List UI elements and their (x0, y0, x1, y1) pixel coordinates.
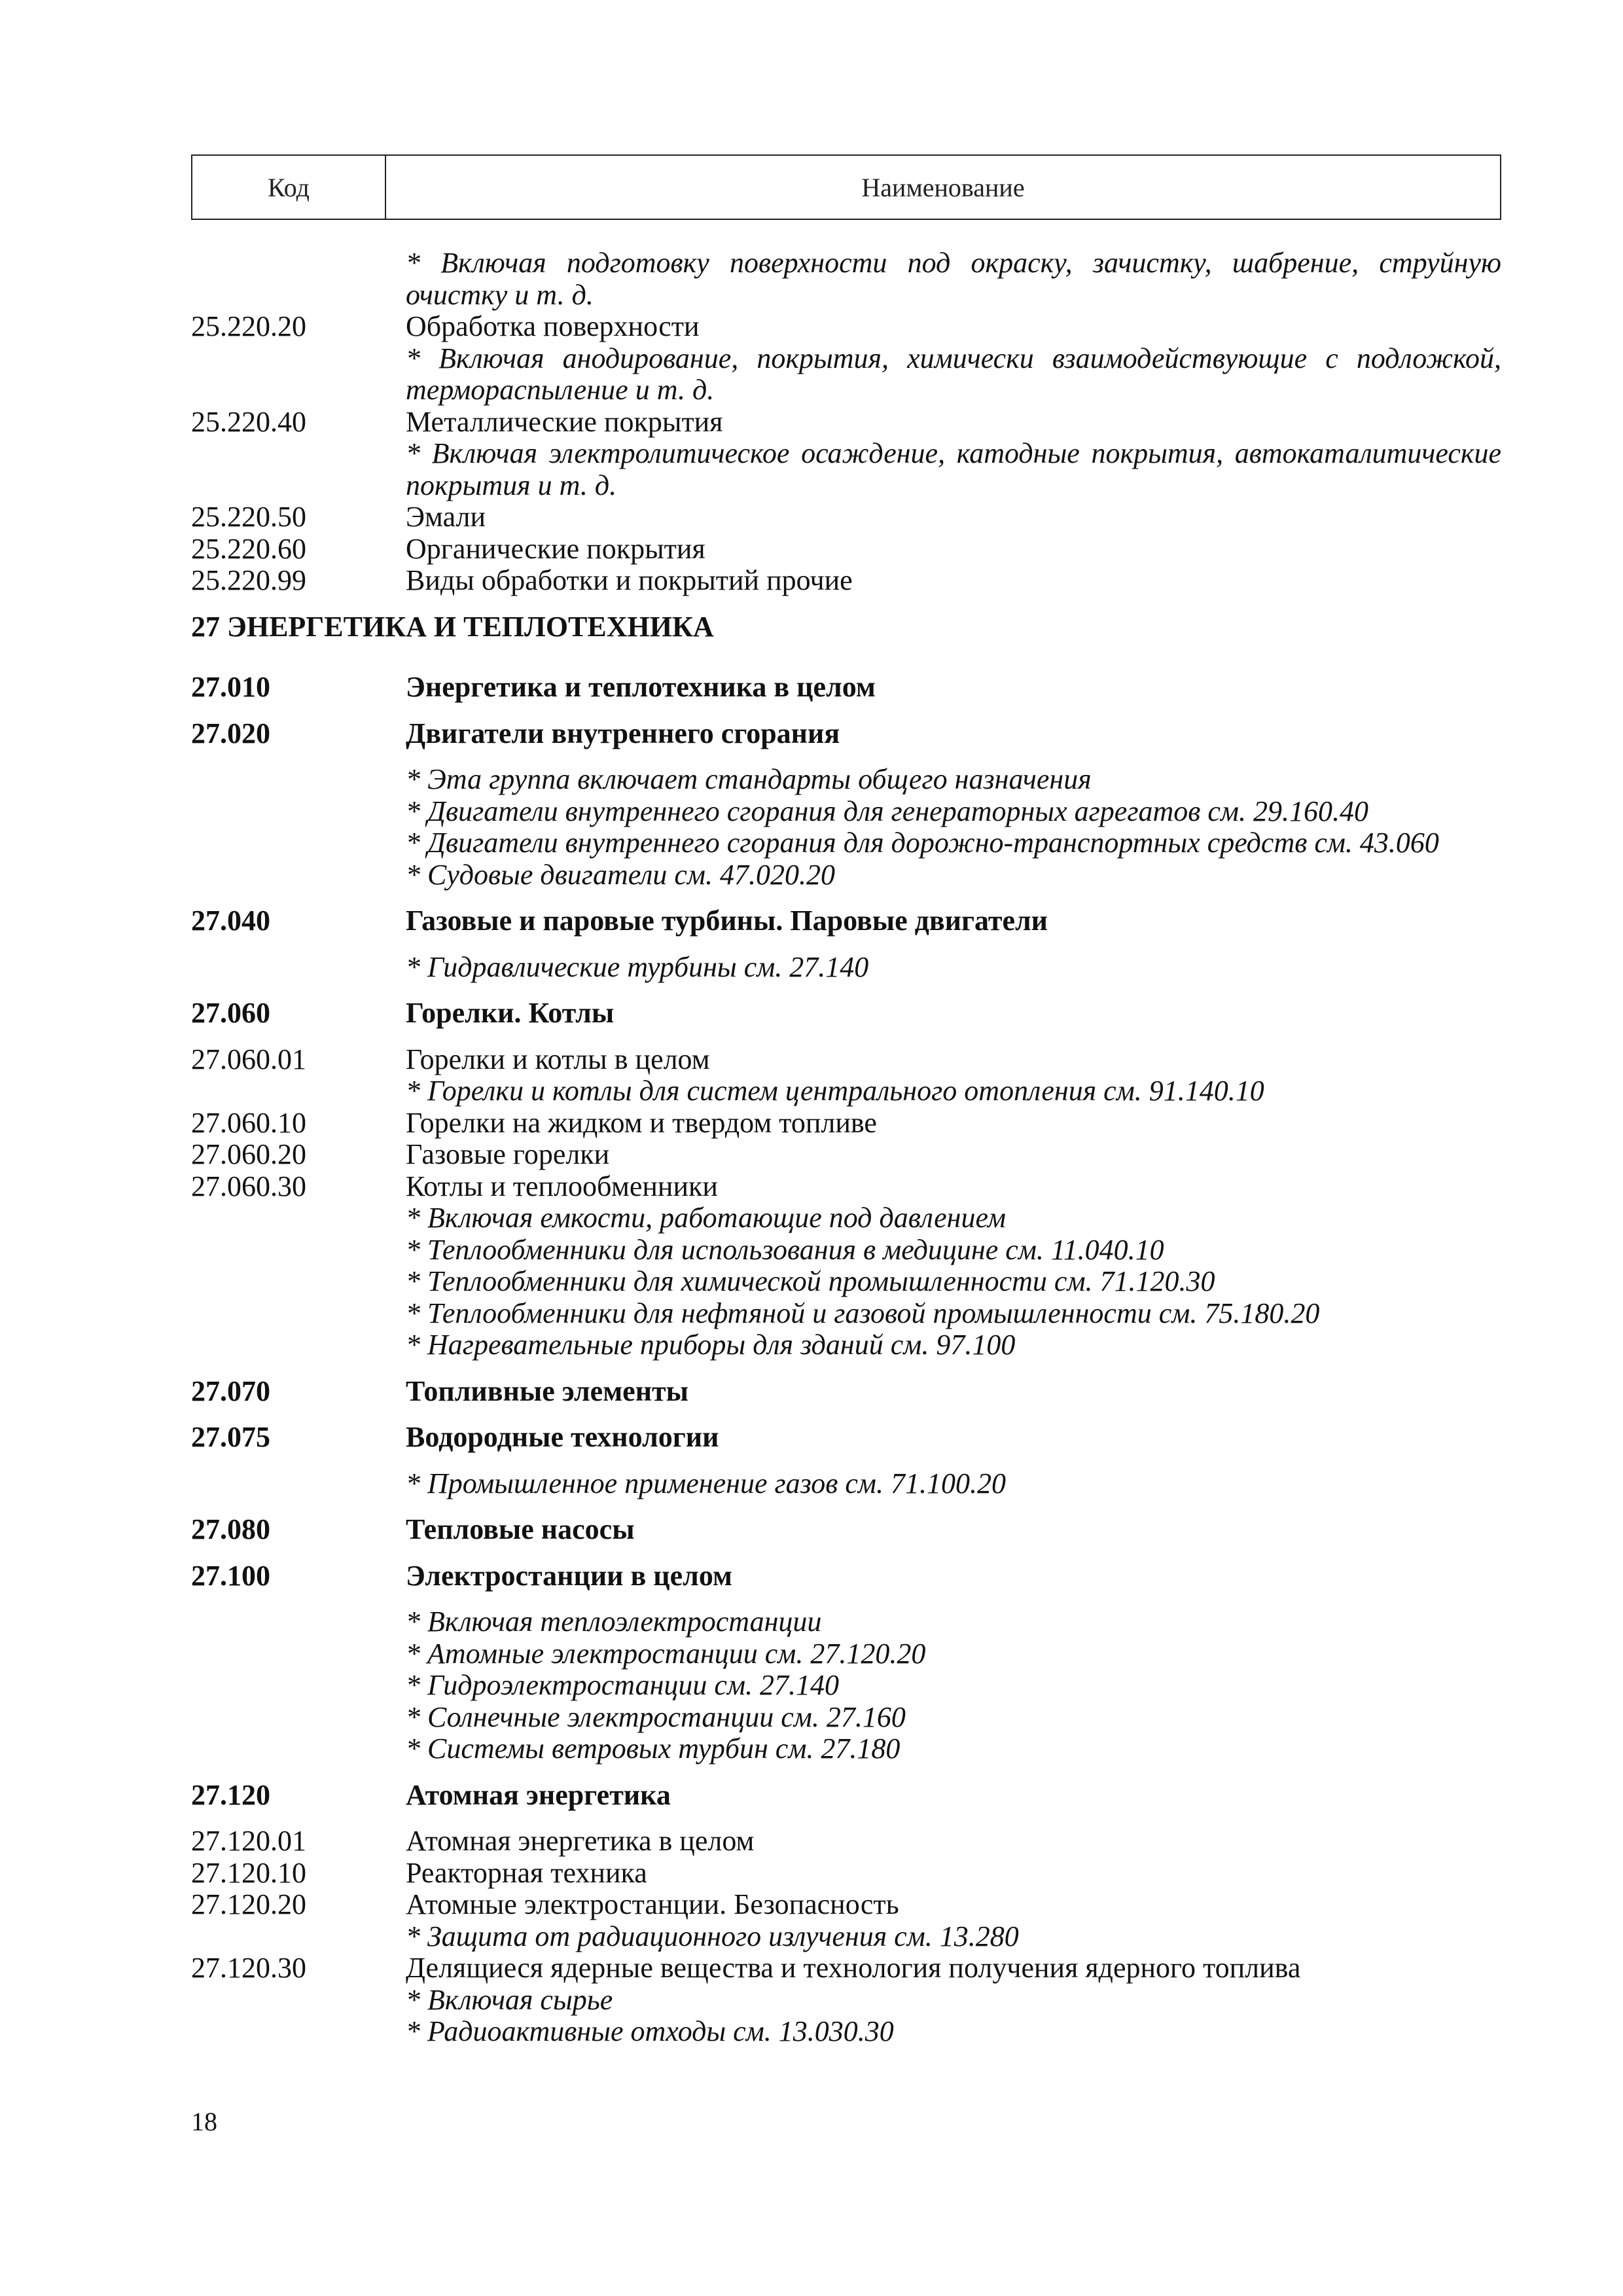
note: * Гидроэлектростанции см. 27.140 (406, 1669, 840, 1701)
group-heading (191, 718, 1501, 750)
name-column-header: Наименование (861, 172, 1025, 202)
group-name: Водородные технологии (406, 1421, 719, 1453)
subgroup-name: Котлы и теплообменники (406, 1170, 718, 1202)
subgroup-row (191, 1952, 1501, 1984)
note: * Радиоактивные отходы см. 13.030.30 (406, 2015, 894, 2047)
note: * Теплообменники для химической промышленности см. 71.120.30 (406, 1265, 1215, 1297)
note: * Включая электролитическое осаждение, катодные покрытия, автокаталитические покрытия и т. д. (406, 437, 1501, 501)
note: * Теплообменники для использования в медицине см. 11.040.10 (406, 1233, 1164, 1266)
note: * Эта группа включает стандарты общего назначения (406, 763, 1092, 795)
subgroup-name: Атомная энергетика в целом (406, 1825, 755, 1857)
subgroup-row (191, 565, 1501, 597)
subgroup-name: Эмали (406, 501, 486, 533)
group-name: Энергетика и теплотехника в целом (406, 671, 876, 703)
subgroup-name: Органические покрытия (406, 532, 705, 565)
note: * Включая теплоэлектростанции (406, 1605, 822, 1638)
group-heading (191, 997, 1501, 1030)
subgroup-row (191, 1857, 1501, 1890)
group-name: Электростанции в целом (406, 1559, 732, 1592)
note: * Двигатели внутреннего сгорания для дорожно-транспортных средств см. 43.060 (406, 827, 1439, 859)
note: * Включая емкости, работающие под давлением (406, 1202, 1006, 1234)
subgroup-row (191, 1044, 1501, 1076)
group-heading (191, 1780, 1501, 1812)
group-code: 27.010 (191, 671, 270, 703)
group-name: Атомная энергетика (406, 1778, 671, 1811)
subgroup-row (191, 406, 1501, 439)
group-heading (191, 905, 1501, 937)
group-code: 27.120 (191, 1778, 270, 1811)
subgroup-name: Делящиеся ядерные вещества и технология получения ядерного топлива (406, 1952, 1301, 1984)
subgroup-code: 27.060.01 (191, 1043, 306, 1075)
subgroup-name: Горелки и котлы в целом (406, 1043, 710, 1075)
note: * Горелки и котлы для систем центрального отопления см. 91.140.10 (406, 1075, 1264, 1107)
section-title: 27 ЭНЕРГЕТИКА И ТЕПЛОТЕХНИКА (191, 610, 714, 643)
note: * Включая подготовку поверхности под окраску, зачистку, шабрение, струйную очистку и т. д. (406, 247, 1501, 311)
note: * Теплообменники для нефтяной и газовой промышленности см. 75.180.20 (406, 1297, 1320, 1329)
group-code: 27.020 (191, 717, 270, 749)
group-name: Топливные элементы (406, 1374, 689, 1407)
subgroup-name: Реакторная техника (406, 1856, 647, 1889)
subgroup-code: 27.120.10 (191, 1856, 306, 1889)
subgroup-code: 27.060.10 (191, 1106, 306, 1139)
group-heading (191, 1376, 1501, 1408)
group-code: 27.040 (191, 905, 270, 937)
group-heading (191, 1422, 1501, 1454)
note: * Системы ветровых турбин см. 27.180 (406, 1732, 901, 1765)
subgroup-row (191, 501, 1501, 533)
group-code: 27.060 (191, 997, 270, 1029)
note: * Включая анодирование, покрытия, химически взаимодействующие с подложкой, термораспыление и т. д. (406, 342, 1501, 406)
subgroup-row (191, 311, 1501, 343)
note: * Гидравлические турбины см. 27.140 (406, 950, 869, 983)
classification-content (191, 247, 1501, 2048)
subgroup-name: Металлические покрытия (406, 405, 723, 438)
subgroup-code: 25.220.40 (191, 405, 306, 438)
subgroup-row (191, 1825, 1501, 1857)
subgroup-row (191, 1171, 1501, 1203)
group-heading (191, 1560, 1501, 1592)
note: * Промышленное применение газов см. 71.100.20 (406, 1467, 1006, 1499)
subgroup-row (191, 1107, 1501, 1139)
subgroup-name: Горелки на жидком и твердом топливе (406, 1106, 877, 1139)
subgroup-row (191, 1139, 1501, 1171)
subgroup-name: Обработка поверхности (406, 310, 700, 342)
subgroup-code: 25.220.99 (191, 564, 306, 596)
subgroup-row (191, 1889, 1501, 1921)
table-header (191, 154, 1501, 220)
group-name: Газовые и паровые турбины. Паровые двигатели (406, 905, 1048, 937)
subgroup-code: 25.220.20 (191, 310, 306, 342)
group-code: 27.100 (191, 1559, 270, 1592)
subgroup-code: 27.120.20 (191, 1888, 306, 1920)
subgroup-code: 25.220.50 (191, 501, 306, 533)
note: * Нагревательные приборы для зданий см. 97.100 (406, 1329, 1016, 1361)
page-number: 18 (191, 2107, 217, 2136)
subgroup-code: 25.220.60 (191, 532, 306, 565)
note: * Судовые двигатели см. 47.020.20 (406, 858, 835, 891)
group-name: Горелки. Котлы (406, 997, 615, 1029)
subgroup-code: 27.060.30 (191, 1170, 306, 1202)
group-code: 27.070 (191, 1374, 270, 1407)
subgroup-name: Виды обработки и покрытий прочие (406, 564, 853, 596)
subgroup-name: Атомные электростанции. Безопасность (406, 1888, 899, 1920)
note: * Двигатели внутреннего сгорания для генераторных агрегатов см. 29.160.40 (406, 795, 1368, 827)
subgroup-name: Газовые горелки (406, 1138, 610, 1170)
note: * Солнечные электростанции см. 27.160 (406, 1700, 906, 1733)
group-heading (191, 672, 1501, 704)
group-name: Тепловые насосы (406, 1513, 635, 1545)
group-heading (191, 1514, 1501, 1546)
group-name: Двигатели внутреннего сгорания (406, 717, 840, 749)
note: * Включая сырье (406, 1983, 613, 2016)
subgroup-row (191, 533, 1501, 565)
group-code: 27.075 (191, 1421, 270, 1453)
subgroup-code: 27.060.20 (191, 1138, 306, 1170)
group-code: 27.080 (191, 1513, 270, 1545)
subgroup-code: 27.120.01 (191, 1825, 306, 1857)
note: * Атомные электростанции см. 27.120.20 (406, 1637, 926, 1670)
subgroup-code: 27.120.30 (191, 1952, 306, 1984)
note: * Защита от радиационного излучения см. 13.280 (406, 1920, 1019, 1952)
code-column-header: Код (192, 156, 386, 219)
